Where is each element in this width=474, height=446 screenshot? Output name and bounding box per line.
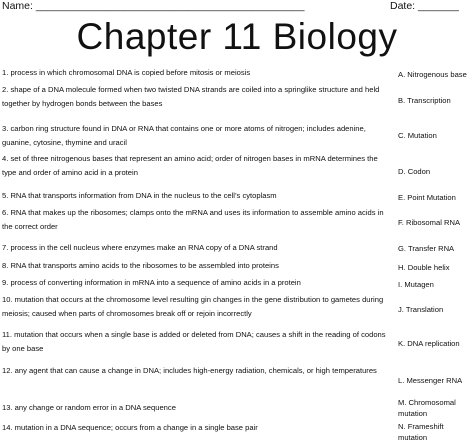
answer-j: J. Translation (398, 305, 444, 314)
answer-g: G. Transfer RNA (398, 244, 455, 253)
question-3: 3. carbon ring structure found in DNA or RNA that contains one or more atoms of nitrogen; includes adenine, guanine, cytosine, thymine and uracil (2, 124, 366, 147)
question-12: 12. any agent that can cause a change in DNA; includes high-energy radiation, chemicals, or high temperatures (2, 366, 377, 375)
answer-i: I. Mutagen (398, 280, 434, 289)
answer-k: K. DNA replication (398, 339, 460, 348)
question-10: 10. mutation that occurs at the chromosome level resulting gin changes in the gene distribution to gametes during meiosis; caused when parts of chromosomes break off or rejoin incorrectly (2, 295, 384, 318)
page-title: Chapter 11 Biology (76, 16, 398, 57)
question-7: 7. process in the cell nucleus where enzymes make an RNA copy of a DNA strand (2, 243, 278, 252)
answer-d: D. Codon (398, 167, 431, 176)
date-field-label: Date: _______ (390, 0, 459, 12)
question-5: 5. RNA that transports information from DNA in the nucleus to the cell’s cytoplasm (2, 191, 277, 200)
question-4: 4. set of three nitrogenous bases that represent an amino acid; order of nitrogen bases in mRNA determines the type and order of amino acid in a protein (2, 154, 378, 177)
worksheet-header (0, 0, 474, 14)
question-8: 8. RNA that transports amino acids to the ribosomes to be assembled into proteins (2, 261, 279, 270)
question-14: 14. mutation in a DNA sequence; occurs from a change in a single base pair (2, 423, 258, 432)
answer-c: C. Mutation (398, 131, 437, 140)
question-1: 1. process in which chromosomal DNA is copied before mitosis or meiosis (2, 68, 251, 77)
answer-f: F. Ribosomal RNA (398, 218, 461, 227)
question-11: 11. mutation that occurs when a single base is added or deleted from DNA; causes a shift in the reading of codons by one base (2, 330, 386, 353)
question-9: 9. process of converting information in mRNA into a sequence of amino acids in a protein (2, 278, 301, 287)
answer-l: L. Messenger RNA (398, 376, 463, 385)
answer-m: M. Chromosomal mutation (398, 398, 456, 418)
answer-h: H. Double helix (398, 263, 450, 272)
name-field-label: Name: ______________________________________________ (2, 0, 305, 12)
question-2: 2. shape of a DNA molecule formed when two twisted DNA strands are coiled into a springlike structure and held together by hydrogen bonds between the bases (2, 85, 380, 108)
answer-b: B. Transcription (398, 96, 451, 105)
question-13: 13. any change or random error in a DNA sequence (2, 403, 176, 412)
question-6: 6. RNA that makes up the ribosomes; clamps onto the mRNA and uses its information to assemble amino acids in the correct order (2, 208, 384, 231)
answer-n: N. Frameshift mutation (398, 422, 444, 442)
answer-a: A. Nitrogenous base (398, 70, 467, 79)
answer-e: E. Point Mutation (398, 193, 456, 202)
